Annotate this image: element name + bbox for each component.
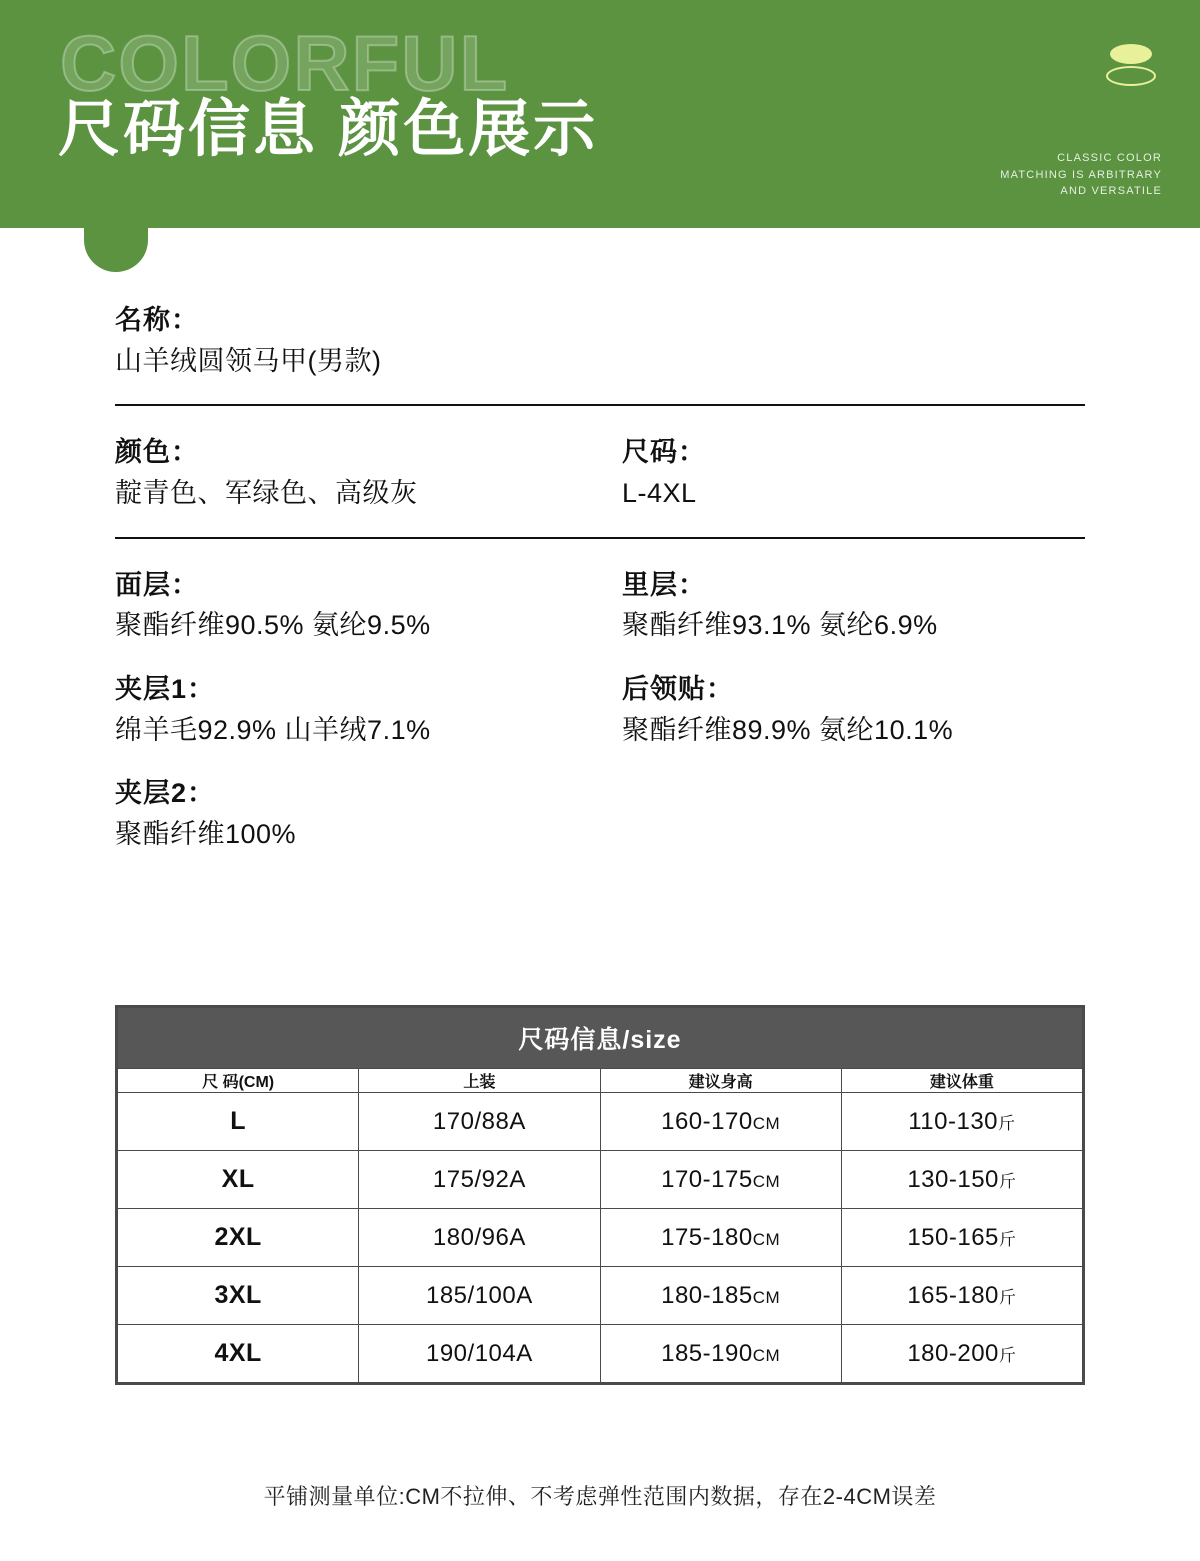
cell-size: 3XL bbox=[118, 1267, 359, 1325]
material-left-column bbox=[115, 565, 600, 856]
page-title: 尺码信息 颜色展示 bbox=[58, 95, 599, 164]
cell-height-unit: CM bbox=[752, 1345, 781, 1365]
product-spec-section bbox=[0, 300, 1200, 856]
table-row bbox=[118, 1093, 1083, 1151]
size-table-title: 尺码信息/size bbox=[118, 1008, 1083, 1069]
column-header-size: 尺 码(CM) bbox=[118, 1069, 359, 1093]
size-table-title-row bbox=[118, 1008, 1083, 1069]
size-label: 尺码： bbox=[622, 437, 706, 468]
cell-height bbox=[600, 1151, 841, 1209]
material-value: 聚酯纤维90.5% 氨纶9.5% bbox=[115, 610, 431, 641]
cell-height-value: 185-190 bbox=[661, 1339, 753, 1367]
cell-top: 185/100A bbox=[359, 1267, 600, 1325]
cell-weight-unit: 斤 bbox=[998, 1171, 1017, 1191]
measurement-footnote: 平铺测量单位:CM不拉伸、不考虑弹性范围内数据，存在2-4CM误差 bbox=[263, 1484, 937, 1509]
cell-height-unit: CM bbox=[752, 1229, 781, 1249]
material-label: 夹层2： bbox=[115, 778, 216, 809]
material-value: 聚酯纤维89.9% 氨纶10.1% bbox=[622, 714, 954, 745]
size-value: L-4XL bbox=[622, 477, 697, 508]
material-group-lining bbox=[622, 565, 1085, 647]
size-table-wrapper bbox=[115, 1005, 1085, 1385]
cell-size: L bbox=[118, 1093, 359, 1151]
table-row bbox=[118, 1209, 1083, 1267]
material-value: 绵羊毛92.9% 山羊绒7.1% bbox=[115, 714, 431, 745]
cell-weight-unit: 斤 bbox=[998, 1113, 1016, 1133]
header-english-line-1: CLASSIC COLOR bbox=[1057, 152, 1162, 164]
cell-top: 190/104A bbox=[359, 1325, 600, 1383]
header-watermark-text: COLORFUL bbox=[60, 19, 510, 107]
cell-height-unit: CM bbox=[752, 1113, 781, 1133]
material-group-mid2 bbox=[115, 773, 584, 855]
size-table-body bbox=[118, 1093, 1083, 1383]
column-header-weight: 建议体重 bbox=[841, 1069, 1082, 1093]
color-value: 靛青色、军绿色、高级灰 bbox=[115, 477, 418, 508]
cell-size: 4XL bbox=[118, 1325, 359, 1383]
size-block bbox=[600, 432, 1085, 514]
table-row bbox=[118, 1151, 1083, 1209]
column-header-top: 上装 bbox=[359, 1069, 600, 1093]
cell-top: 175/92A bbox=[359, 1151, 600, 1209]
cell-height bbox=[600, 1325, 841, 1383]
divider-1 bbox=[115, 404, 1085, 406]
cell-weight-unit: 斤 bbox=[998, 1287, 1017, 1307]
material-row bbox=[115, 565, 1085, 856]
header-tab-decoration bbox=[84, 228, 148, 272]
header-english-line-3: AND VERSATILE bbox=[1060, 185, 1162, 197]
material-value: 聚酯纤维100% bbox=[115, 818, 297, 849]
size-table bbox=[117, 1007, 1083, 1383]
cell-height-value: 180-185 bbox=[661, 1281, 753, 1309]
cell-top: 180/96A bbox=[359, 1209, 600, 1267]
material-label: 夹层1： bbox=[115, 674, 216, 705]
table-row bbox=[118, 1325, 1083, 1383]
material-group-face bbox=[115, 565, 584, 647]
cell-weight bbox=[841, 1093, 1082, 1151]
decor-ellipse-solid-icon bbox=[1110, 44, 1152, 64]
cell-size: XL bbox=[118, 1151, 359, 1209]
divider-2 bbox=[115, 537, 1085, 539]
cell-weight-unit: 斤 bbox=[998, 1345, 1017, 1365]
header-english-line-2: MATCHING IS ARBITRARY bbox=[1000, 168, 1162, 181]
material-label: 面层： bbox=[115, 569, 199, 600]
cell-weight-value: 110-130 bbox=[908, 1107, 999, 1135]
color-block bbox=[115, 432, 600, 514]
cell-height-value: 160-170 bbox=[661, 1107, 753, 1135]
cell-height-unit: CM bbox=[752, 1171, 781, 1191]
color-label: 颜色： bbox=[115, 437, 199, 468]
material-value: 聚酯纤维93.1% 氨纶6.9% bbox=[622, 610, 938, 641]
header-english-caption bbox=[1000, 150, 1162, 200]
cell-weight bbox=[841, 1325, 1082, 1383]
material-group-mid1 bbox=[115, 669, 584, 751]
page-header bbox=[0, 0, 1200, 228]
cell-size: 2XL bbox=[118, 1209, 359, 1267]
cell-top: 170/88A bbox=[359, 1093, 600, 1151]
cell-height bbox=[600, 1209, 841, 1267]
cell-weight bbox=[841, 1267, 1082, 1325]
material-label: 里层： bbox=[622, 569, 706, 600]
product-name-value: 山羊绒圆领马甲(男款) bbox=[115, 345, 382, 376]
cell-weight-value: 150-165 bbox=[907, 1223, 999, 1251]
color-size-row bbox=[115, 432, 1085, 514]
table-row bbox=[118, 1267, 1083, 1325]
material-label: 后领贴： bbox=[622, 674, 734, 705]
cell-height bbox=[600, 1093, 841, 1151]
cell-height-value: 175-180 bbox=[661, 1223, 753, 1251]
cell-weight-value: 165-180 bbox=[907, 1281, 999, 1309]
cell-weight-unit: 斤 bbox=[998, 1229, 1017, 1249]
decor-ellipse-outline-icon bbox=[1106, 66, 1156, 86]
material-group-collar bbox=[622, 669, 1085, 751]
cell-weight bbox=[841, 1151, 1082, 1209]
cell-weight-value: 130-150 bbox=[907, 1165, 999, 1193]
cell-weight bbox=[841, 1209, 1082, 1267]
cell-height-value: 170-175 bbox=[661, 1165, 753, 1193]
cell-height bbox=[600, 1267, 841, 1325]
product-name-label: 名称： bbox=[115, 305, 199, 335]
product-name-block bbox=[115, 300, 1085, 382]
column-header-height: 建议身高 bbox=[600, 1069, 841, 1093]
material-right-column bbox=[600, 565, 1085, 856]
size-table-header-row bbox=[118, 1069, 1083, 1093]
cell-height-unit: CM bbox=[752, 1287, 781, 1307]
cell-weight-value: 180-200 bbox=[907, 1339, 999, 1367]
